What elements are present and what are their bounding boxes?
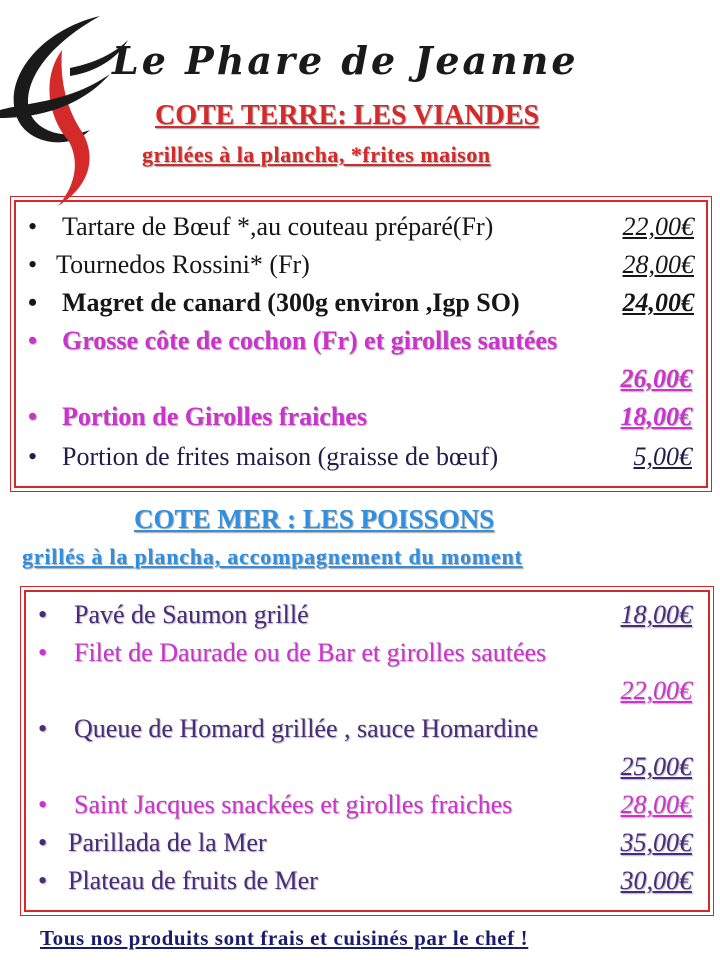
menu-item [16, 250, 706, 288]
menu-item-label: Filet de Daurade ou de Bar et girolles sautées [74, 638, 547, 667]
bullet-icon: • [28, 442, 38, 471]
menu-item [26, 600, 708, 638]
menu-item-label: Portion de frites maison (graisse de bœuf) [62, 442, 499, 471]
bullet-icon: • [28, 212, 38, 241]
menu-item-label: Magret de canard (300g environ ,Igp SO) [62, 288, 520, 317]
menu-item-price: 25,00€ [620, 752, 692, 781]
menu-item [26, 828, 708, 866]
menu-item-price-line [26, 676, 708, 714]
bullet-icon: • [38, 828, 48, 857]
menu-item-label: Tartare de Bœuf *,au couteau préparé(Fr) [62, 212, 494, 241]
menu-item-label: Saint Jacques snackées et girolles fraiches [74, 790, 513, 819]
bullet-icon: • [38, 714, 48, 743]
bullet-icon: • [38, 638, 48, 667]
bullet-icon: • [28, 402, 38, 431]
menu-item [26, 866, 708, 904]
terre-menu-box [14, 200, 708, 488]
menu-item-price: 18,00€ [620, 402, 692, 431]
restaurant-name: Le Phare de Jeanne [112, 38, 579, 83]
menu-item [16, 326, 706, 364]
bullet-icon: • [28, 288, 38, 317]
menu-item-price: 28,00€ [622, 250, 694, 279]
menu-item [16, 402, 706, 440]
bullet-icon: • [38, 600, 48, 629]
terre-section-title: COTE TERRE: LES VIANDES [155, 100, 540, 131]
mer-menu-box [24, 590, 710, 912]
menu-item-price: 28,00€ [620, 790, 692, 819]
menu-item [16, 288, 706, 326]
mer-section-subtitle: grillés à la plancha, accompagnement du moment [22, 544, 523, 569]
bullet-icon: • [38, 866, 48, 895]
menu-item-price-line [26, 752, 708, 790]
menu-item-price: 5,00€ [633, 442, 692, 471]
menu-item-price: 22,00€ [620, 676, 692, 705]
mer-section-title: COTE MER : LES POISSONS [134, 504, 495, 534]
footer-note: Tous nos produits sont frais et cuisinés par le chef ! [40, 926, 529, 950]
bullet-icon: • [38, 790, 48, 819]
menu-item-label: Tournedos Rossini* (Fr) [56, 250, 310, 279]
menu-item-price-line [16, 364, 706, 402]
menu-item [16, 212, 706, 250]
menu-item [26, 638, 708, 676]
menu-item-price: 26,00€ [620, 364, 692, 393]
bullet-icon: • [28, 250, 38, 279]
terre-section-subtitle: grillées à la plancha, *frites maison [142, 142, 491, 167]
menu-item-price: 18,00€ [620, 600, 692, 629]
menu-item-label: Parillada de la Mer [68, 828, 267, 857]
menu-item-price: 35,00€ [620, 828, 692, 857]
menu-item-label: Pavé de Saumon grillé [74, 600, 309, 629]
bullet-icon: • [28, 326, 38, 355]
menu-item [16, 442, 706, 480]
menu-item [26, 714, 708, 752]
menu-item-label: Plateau de fruits de Mer [68, 866, 318, 895]
menu-item-label: Grosse côte de cochon (Fr) et girolles sautées [62, 326, 558, 355]
menu-item-price: 22,00€ [622, 212, 694, 241]
menu-item-label: Portion de Girolles fraiches [62, 402, 367, 431]
menu-item [26, 790, 708, 828]
menu-item-label: Queue de Homard grillée , sauce Homardine [74, 714, 539, 743]
menu-item-price: 24,00€ [622, 288, 694, 317]
menu-item-price: 30,00€ [620, 866, 692, 895]
